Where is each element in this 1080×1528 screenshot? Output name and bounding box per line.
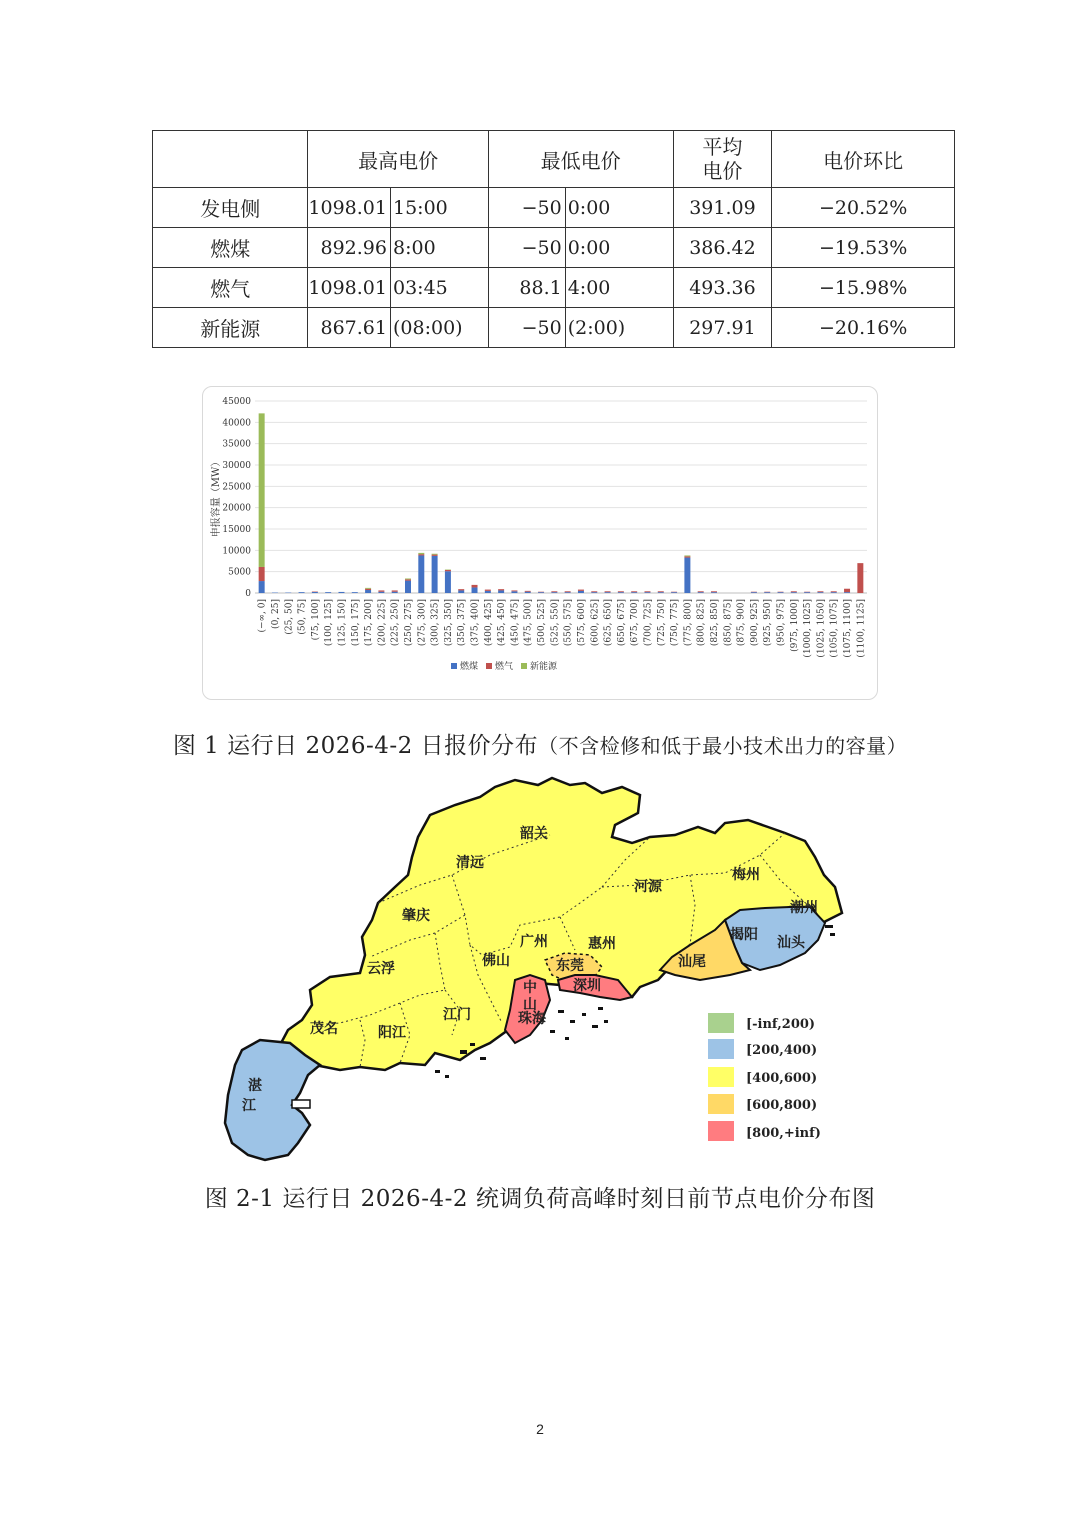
bar-燃煤-7 [352, 592, 358, 593]
bar-燃气-22 [551, 591, 557, 592]
header-min-price: 最低电价 [488, 131, 673, 188]
bar-燃煤-30 [658, 592, 664, 593]
bar-燃气-20 [525, 591, 531, 592]
x-tick-label: (825, 850] [710, 599, 720, 647]
bar-燃煤-17 [485, 591, 491, 593]
figure-1-caption [0, 727, 1080, 760]
bar-燃气-10 [392, 590, 398, 591]
x-tick-label: (1025, 1050] [816, 599, 827, 658]
max-price-time: 15:00 [390, 188, 488, 228]
label-meizhou: 梅州 [732, 867, 760, 883]
label-zhaoqing: 肇庆 [402, 908, 430, 924]
min-price-value: −50 [488, 228, 565, 268]
max-price-time: 8:00 [390, 228, 488, 268]
bar-燃煤-14 [445, 571, 451, 593]
header-max-price: 最高电价 [308, 131, 488, 188]
x-tick-label: (900, 925] [749, 599, 760, 647]
legend-swatch [451, 663, 457, 669]
bar-燃煤-26 [605, 592, 611, 593]
min-price-time: 0:00 [565, 188, 673, 228]
x-tick-label: (250, 275] [404, 599, 414, 647]
bar-新能源-0 [259, 413, 265, 567]
x-tick-label: (525, 550] [550, 599, 561, 647]
bar-燃煤-27 [618, 592, 624, 593]
x-tick-label: (950, 975] [776, 599, 787, 647]
x-tick-label: (175, 200] [364, 599, 375, 647]
label-shantou: 汕头 [777, 935, 805, 951]
bar-燃气-34 [711, 591, 717, 592]
label-zhan: 湛 [248, 1078, 262, 1094]
price-ratio: −15.98% [772, 268, 955, 308]
bar-燃气-14 [445, 570, 451, 571]
min-price-time: 0:00 [565, 228, 673, 268]
max-price-value: 867.61 [308, 308, 391, 348]
legend-swatch [708, 1094, 734, 1114]
y-tick-label: 5000 [228, 567, 251, 578]
bar-燃气-23 [565, 591, 571, 592]
guangdong-price-map [220, 775, 860, 1170]
x-tick-label: (1050, 1075] [829, 599, 840, 658]
bar-燃煤-12 [418, 555, 424, 593]
bar-燃气-40 [791, 591, 797, 592]
avg-price: 386.42 [673, 228, 772, 268]
x-tick-label: (150, 175] [350, 599, 361, 647]
bar-燃煤-24 [578, 591, 584, 593]
bar-燃煤-4 [312, 592, 318, 593]
y-tick-label: 25000 [222, 482, 251, 493]
x-tick-label: (450, 475] [510, 599, 521, 647]
x-tick-label: (925, 950] [763, 599, 774, 647]
bar-燃煤-29 [644, 592, 650, 593]
min-price-time: (2:00) [565, 308, 673, 348]
legend-label: [600,800) [746, 1098, 818, 1113]
table-row [153, 268, 955, 308]
x-tick-label: (650, 675] [616, 599, 627, 647]
bar-燃煤-19 [511, 591, 517, 593]
bar-燃气-43 [831, 591, 837, 592]
table-row [153, 228, 955, 268]
bid-distribution-chart [202, 386, 878, 700]
x-tick-label: (400, 425] [483, 599, 494, 647]
label-jiang: 江 [242, 1098, 256, 1114]
legend-swatch [708, 1121, 734, 1141]
legend-swatch [708, 1067, 734, 1087]
label-guangzhou: 广州 [520, 934, 548, 950]
bar-燃气-13 [432, 555, 438, 556]
x-tick-label: (1075, 1100] [843, 599, 854, 658]
table-row [153, 308, 955, 348]
label-chaozhou: 潮州 [790, 900, 818, 916]
avg-price: 391.09 [673, 188, 772, 228]
bar-燃气-30 [658, 591, 664, 592]
row-label: 燃气 [153, 268, 308, 308]
table-header-row [153, 131, 955, 188]
label-zhong: 中 [523, 980, 537, 996]
bar-燃气-44 [844, 589, 850, 592]
bar-燃气-28 [631, 591, 637, 592]
label-dongguan: 东莞 [556, 958, 584, 974]
x-tick-label: (600, 625] [590, 599, 601, 647]
bar-燃煤-23 [565, 592, 571, 593]
bar-燃气-24 [578, 590, 584, 591]
x-tick-label: (50, 75] [297, 599, 308, 635]
chart-gridlines [255, 401, 867, 593]
y-tick-label: 40000 [222, 418, 251, 429]
x-tick-label: (700, 725] [643, 599, 654, 647]
bar-新能源-11 [405, 578, 411, 579]
legend-label: [200,400) [746, 1043, 818, 1058]
max-price-time: 03:45 [390, 268, 488, 308]
legend-label: 燃煤 [460, 662, 479, 672]
legend-swatch [486, 663, 492, 669]
max-price-value: 1098.01 [308, 188, 391, 228]
y-tick-label: 30000 [222, 461, 251, 471]
bar-燃气-16 [472, 585, 478, 588]
legend-swatch [708, 1039, 734, 1059]
x-tick-label: (325, 350] [443, 599, 454, 647]
legend-label: [400,600) [746, 1071, 818, 1086]
bar-燃煤-0 [259, 581, 265, 593]
price-ratio: −20.16% [772, 308, 955, 348]
x-tick-label: (500, 525] [537, 599, 548, 647]
label-jiangmen: 江门 [443, 1007, 471, 1023]
map-legend [708, 1013, 821, 1141]
legend-label: 新能源 [530, 662, 558, 672]
min-price-time: 4:00 [565, 268, 673, 308]
y-tick-label: 10000 [222, 546, 251, 557]
bar-新能源-8 [365, 588, 371, 589]
x-tick-label: (850, 875] [723, 599, 734, 647]
x-tick-label: (550, 575] [563, 599, 574, 647]
bar-燃气-33 [698, 591, 704, 592]
bar-燃煤-28 [631, 592, 637, 593]
max-price-time: (08:00) [390, 308, 488, 348]
bar-燃气-26 [605, 591, 611, 592]
figure-1-note: （不含检修和低于最小技术出力的容量） [538, 734, 908, 758]
bar-燃煤-32 [684, 558, 690, 593]
bar-燃煤-39 [778, 592, 784, 593]
legend-label: [800,+inf) [746, 1126, 821, 1141]
bar-燃气-17 [485, 590, 491, 591]
x-tick-label: (375, 400] [470, 599, 481, 647]
x-tick-label: (875, 900] [736, 599, 747, 647]
legend-label: [-inf,200) [746, 1017, 816, 1032]
header-empty [153, 131, 308, 188]
bar-燃气-8 [365, 589, 371, 590]
y-tick-label: 20000 [222, 503, 251, 514]
label-shaoguan: 韶关 [520, 826, 548, 842]
legend-swatch [708, 1013, 734, 1033]
label-huizhou: 惠州 [588, 936, 616, 952]
bar-燃煤-44 [844, 592, 850, 593]
label-jieyang: 揭阳 [730, 927, 758, 943]
x-tick-label: (475, 500] [523, 599, 534, 647]
bar-燃煤-31 [671, 592, 677, 593]
chart-bars [259, 413, 864, 593]
row-label: 燃煤 [153, 228, 308, 268]
legend-swatch [521, 663, 527, 669]
bar-燃气-32 [684, 556, 690, 557]
header-avg-price: 平均 电价 [673, 131, 772, 188]
bar-燃气-45 [857, 563, 863, 593]
bar-燃煤-5 [325, 592, 331, 593]
bar-燃气-15 [458, 589, 464, 590]
bar-chart-svg [203, 387, 877, 699]
x-tick-label: (425, 450] [497, 599, 508, 647]
label-zhuhai: 珠海 [518, 1011, 546, 1027]
min-price-value: −50 [488, 188, 565, 228]
header-ratio: 电价环比 [772, 131, 955, 188]
x-tick-label: (975, 1000] [789, 599, 800, 652]
y-axis-label: 申报容量（MW） [211, 456, 222, 538]
bar-燃煤-22 [551, 592, 557, 593]
x-tick-label: (1000, 1025] [803, 599, 814, 658]
x-tick-label: (725, 750] [656, 599, 667, 647]
x-tick-label: (625, 650] [603, 599, 614, 647]
x-tick-label: (25, 50] [284, 599, 295, 635]
bar-新能源-12 [418, 553, 424, 554]
x-tick-label: (100, 125] [324, 599, 335, 647]
y-tick-label: 0 [245, 589, 251, 599]
x-axis-ticks [257, 599, 867, 658]
bar-燃煤-37 [751, 592, 757, 593]
label-maoming: 茂名 [310, 1021, 338, 1037]
y-axis-ticks [222, 397, 251, 599]
bar-燃煤-40 [791, 592, 797, 593]
legend-label: 燃气 [495, 662, 514, 672]
max-price-value: 1098.01 [308, 268, 391, 308]
bar-燃煤-25 [591, 592, 597, 593]
x-tick-label: (800, 825] [696, 599, 707, 647]
table-row [153, 188, 955, 228]
label-yangjiang: 阳江 [378, 1025, 406, 1041]
label-heyuan: 河源 [634, 879, 662, 895]
bar-燃煤-42 [817, 592, 823, 593]
bar-燃煤-15 [458, 590, 464, 593]
price-ratio: −19.53% [772, 228, 955, 268]
bar-燃气-19 [511, 590, 517, 591]
page-number: 2 [536, 1421, 544, 1437]
bar-燃煤-33 [698, 592, 704, 593]
bar-燃煤-16 [472, 587, 478, 593]
x-tick-label: (350, 375] [457, 599, 468, 647]
y-tick-label: 45000 [222, 397, 251, 407]
price-ratio: −20.52% [772, 188, 955, 228]
x-tick-label: (125, 150] [337, 599, 348, 647]
bar-燃煤-43 [831, 592, 837, 593]
bar-燃气-9 [378, 590, 384, 591]
x-tick-label: (75, 100] [310, 599, 321, 641]
bar-燃煤-20 [525, 592, 531, 593]
label-foshan: 佛山 [482, 953, 510, 969]
x-tick-label: (300, 325] [430, 599, 441, 647]
bar-燃煤-8 [365, 590, 371, 593]
bar-燃气-25 [591, 591, 597, 592]
row-label: 新能源 [153, 308, 308, 348]
x-tick-label: (775, 800] [683, 599, 694, 647]
bar-燃煤-11 [405, 581, 411, 593]
bar-燃煤-3 [299, 592, 305, 593]
bar-燃气-12 [418, 554, 424, 555]
bar-新能源-13 [432, 554, 438, 555]
avg-price: 493.36 [673, 268, 772, 308]
x-tick-label: (200, 225] [377, 599, 388, 647]
bar-燃煤-41 [804, 592, 810, 593]
x-tick-label: (675, 700] [630, 599, 641, 647]
bar-燃气-42 [817, 591, 823, 592]
x-tick-label: (575, 600] [576, 599, 587, 647]
min-price-value: −50 [488, 308, 565, 348]
bar-燃煤-6 [338, 592, 344, 593]
bar-燃气-18 [498, 589, 504, 590]
x-tick-label: (−∞, 0] [257, 599, 268, 633]
bar-燃煤-18 [498, 590, 504, 593]
bar-燃煤-9 [378, 592, 384, 593]
label-shan: 山 [523, 997, 537, 1013]
bar-燃气-11 [405, 579, 411, 580]
row-label: 发电侧 [153, 188, 308, 228]
label-shanwei: 汕尾 [678, 954, 706, 970]
bar-燃煤-13 [432, 556, 438, 593]
bar-燃煤-21 [538, 592, 544, 593]
max-price-value: 892.96 [308, 228, 391, 268]
bar-燃煤-10 [392, 592, 398, 593]
bar-燃气-29 [644, 591, 650, 592]
figure-2-caption: 图 2-1 运行日 2026-4-2 统调负荷高峰时刻日前节点电价分布图 [204, 1186, 876, 1212]
bar-燃气-27 [618, 591, 624, 592]
x-tick-label: (1100, 1125] [856, 599, 867, 658]
price-table [152, 130, 955, 348]
bar-新能源-32 [684, 555, 690, 556]
label-qingyuan: 清远 [456, 855, 484, 871]
figure-1-title: 图 1 运行日 2026-4-2 日报价分布 [172, 733, 539, 759]
bar-燃气-0 [259, 567, 265, 581]
chart-legend [451, 660, 558, 672]
x-tick-label: (750, 775] [670, 599, 681, 647]
avg-price: 297.91 [673, 308, 772, 348]
x-tick-label: (225, 250] [390, 599, 401, 647]
min-price-value: 88.1 [488, 268, 565, 308]
label-shenzhen: 深圳 [573, 978, 601, 994]
bar-燃煤-34 [711, 592, 717, 593]
y-tick-label: 15000 [222, 525, 251, 535]
x-tick-label: (275, 300] [417, 599, 428, 647]
x-tick-label: (0, 25] [270, 599, 281, 629]
label-yunfu: 云浮 [367, 961, 395, 977]
bar-燃煤-38 [764, 592, 770, 593]
y-tick-label: 35000 [222, 439, 251, 450]
